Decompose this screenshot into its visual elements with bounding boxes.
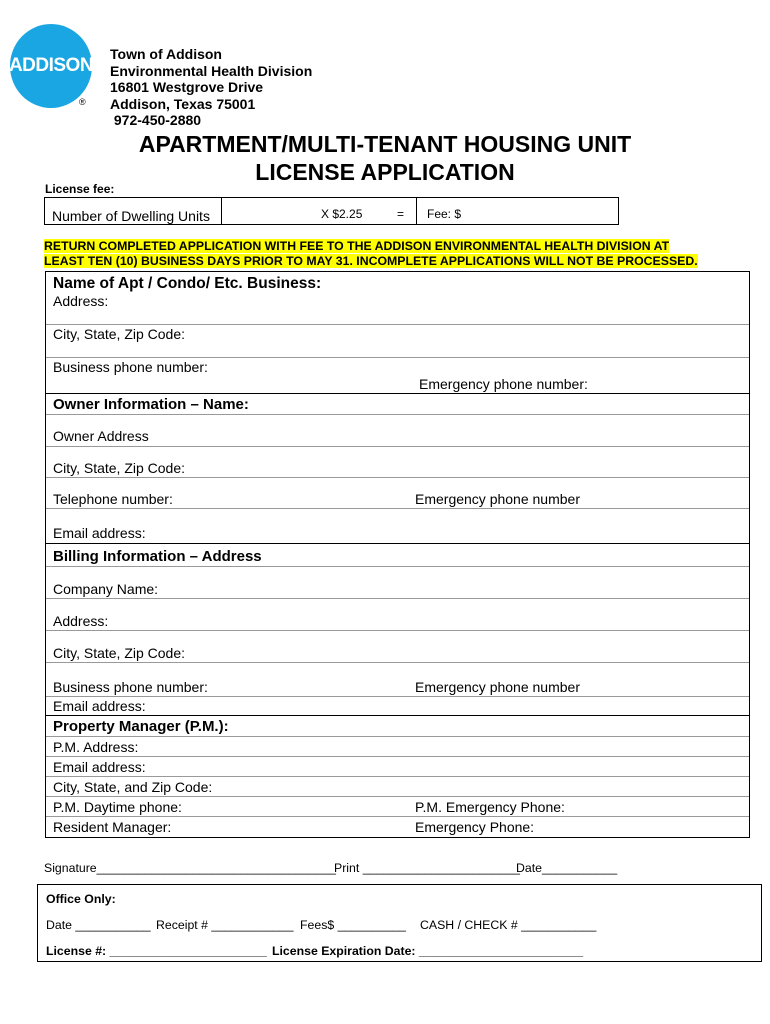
billing-emergency-field[interactable]: Emergency phone number: [415, 679, 580, 695]
billing-company-field[interactable]: Company Name:: [53, 581, 159, 597]
address-line: Addison, Texas 75001: [110, 95, 256, 112]
address-line: Town of Addison: [110, 46, 222, 62]
office-date-field[interactable]: Date ___________: [46, 918, 151, 932]
divider: [46, 324, 749, 325]
divider: [46, 357, 749, 358]
divider: [46, 446, 749, 447]
divider: [46, 508, 749, 509]
title-line: LICENSE APPLICATION: [255, 159, 515, 185]
business-city-field[interactable]: City, State, Zip Code:: [53, 326, 186, 342]
resident-manager-field[interactable]: Resident Manager:: [53, 819, 172, 835]
office-receipt-field[interactable]: Receipt # ____________: [156, 918, 294, 932]
billing-address-field[interactable]: Address:: [53, 613, 109, 629]
office-heading: Office Only:: [46, 892, 116, 906]
return-notice: [44, 239, 724, 269]
business-phone-field[interactable]: Business phone number:: [53, 359, 208, 375]
signature-field[interactable]: Signature___________________________________: [44, 861, 337, 875]
divider: [46, 736, 749, 737]
office-fees-field[interactable]: Fees$ __________: [300, 918, 406, 932]
dwelling-units-label: Number of Dwelling Units: [52, 208, 210, 224]
owner-city-field[interactable]: City, State, Zip Code:: [53, 460, 186, 476]
business-heading: Name of Apt / Condo/ Etc. Business:: [53, 275, 322, 292]
office-license-expiration-field[interactable]: License Expiration Date: ________________________: [272, 944, 584, 958]
manager-daytime-phone-field[interactable]: P.M. Daytime phone:: [53, 799, 182, 815]
notice-line: LEAST TEN (10) BUSINESS DAYS PRIOR TO MAY 31. INCOMPLETE APPLICATIONS WILL NOT BE PROCESSED.: [44, 254, 698, 268]
office-cash-check-field[interactable]: CASH / CHECK # ___________: [420, 918, 597, 932]
divider: [46, 630, 749, 631]
billing-heading: Billing Information – Address: [53, 548, 262, 565]
manager-emergency-phone-field[interactable]: P.M. Emergency Phone:: [415, 799, 565, 815]
fee-rate: X $2.25: [321, 207, 363, 221]
signature-date-field[interactable]: Date___________: [516, 861, 618, 875]
notice-line: RETURN COMPLETED APPLICATION WITH FEE TO THE ADDISON ENVIRONMENTAL HEALTH DIVISION AT: [44, 239, 670, 253]
owner-emergency-field[interactable]: Emergency phone number: [415, 491, 580, 507]
divider: [46, 598, 749, 599]
divider: [46, 696, 749, 697]
title-line: APARTMENT/MULTI-TENANT HOUSING UNIT: [138, 131, 632, 157]
divider: [46, 566, 749, 567]
registered-mark: ®: [79, 97, 86, 107]
manager-city-field[interactable]: City, State, and Zip Code:: [53, 779, 213, 795]
print-name-field[interactable]: Print _______________________: [334, 861, 520, 875]
fee-table: [44, 197, 619, 225]
manager-email-field[interactable]: Email address:: [53, 759, 146, 775]
divider: [416, 198, 417, 224]
license-fee-label: License fee:: [45, 182, 115, 196]
owner-email-field[interactable]: Email address:: [53, 525, 146, 541]
billing-phone-field[interactable]: Business phone number:: [53, 679, 208, 695]
divider: [46, 414, 749, 415]
divider: [46, 543, 749, 544]
address-line: 972-450-2880: [110, 112, 202, 128]
divider: [221, 198, 222, 224]
owner-heading: Owner Information – Name:: [53, 396, 249, 413]
fee-total-field[interactable]: Fee: $: [427, 207, 462, 221]
page-title: [0, 130, 770, 186]
business-emergency-field[interactable]: Emergency phone number:: [419, 376, 588, 392]
equals-sign: =: [397, 207, 405, 221]
billing-email-field[interactable]: Email address:: [53, 698, 146, 714]
divider: [46, 477, 749, 478]
owner-address-field[interactable]: Owner Address: [53, 428, 149, 444]
application-form: [45, 271, 750, 838]
organization-address: [110, 46, 312, 129]
manager-address-field[interactable]: P.M. Address:: [53, 739, 139, 755]
divider: [46, 393, 749, 394]
billing-city-field[interactable]: City, State, Zip Code:: [53, 645, 186, 661]
logo-text: ADDISON: [8, 55, 94, 76]
office-use-box: [37, 884, 762, 962]
address-line: 16801 Westgrove Drive: [110, 79, 264, 95]
business-address-field[interactable]: Address:: [53, 293, 109, 309]
divider: [46, 756, 749, 757]
resident-emergency-phone-field[interactable]: Emergency Phone:: [415, 819, 535, 835]
divider: [46, 776, 749, 777]
addison-logo: [10, 24, 92, 108]
divider: [46, 715, 749, 716]
office-license-number-field[interactable]: License #: _______________________: [46, 944, 267, 958]
divider: [46, 662, 749, 663]
owner-phone-field[interactable]: Telephone number:: [53, 491, 173, 507]
divider: [46, 816, 749, 817]
address-line: Environmental Health Division: [110, 62, 313, 79]
manager-heading: Property Manager (P.M.):: [53, 718, 229, 735]
divider: [46, 796, 749, 797]
